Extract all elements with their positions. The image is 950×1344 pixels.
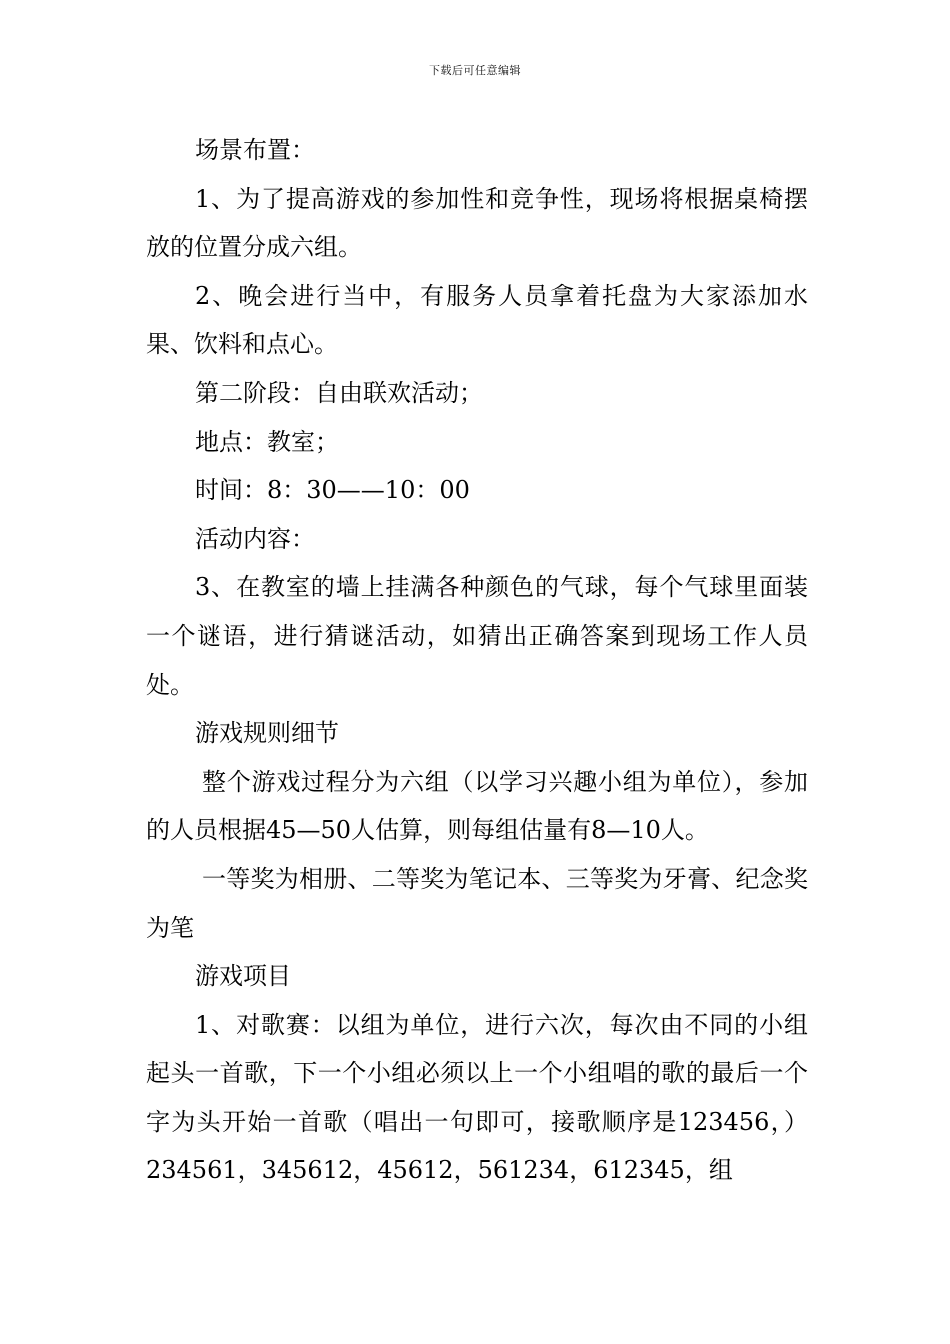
paragraph-stage-two: 第二阶段：自由联欢活动； bbox=[195, 378, 483, 407]
paragraph-rules-groups: 整个游戏过程分为六组（以学习兴趣小组为单位），参加的人员根据45—50人估算，则每组估量有8—10人。 bbox=[146, 767, 808, 845]
paragraph-games-heading: 游戏项目 bbox=[195, 962, 291, 991]
paragraph-scene-item-1: 1、为了提高游戏的参加性和竞争性，现场将根据桌椅摆放的位置分成六组。 bbox=[146, 184, 808, 262]
paragraph-rules-heading: 游戏规则细节 bbox=[195, 719, 339, 748]
paragraph-activity-heading: 活动内容： bbox=[195, 524, 315, 553]
paragraph-time: 时间：8：30——10：00 bbox=[195, 476, 470, 505]
paragraph-location: 地点：教室； bbox=[195, 427, 339, 456]
paragraph-rules-prizes: 一等奖为相册、二等奖为笔记本、三等奖为牙膏、纪念奖为笔 bbox=[146, 864, 808, 942]
paragraph-scene-setup-heading: 场景布置： bbox=[195, 136, 315, 164]
paragraph-game-song-contest: 1、对歌赛：以组为单位，进行六次，每次由不同的小组起头一首歌，下一个小组必须以上一个小组唱的歌的最后一个字为头开始一首歌（唱出一句即可，接歌顺序是123456，）234561，345612，45612，561234，612345，组 bbox=[146, 1010, 808, 1185]
page-header: 下载后可任意编辑 bbox=[429, 64, 521, 77]
paragraph-activity-item-3: 3、在教室的墙上挂满各种颜色的气球，每个气球里面装一个谜语，进行猜谜活动，如猜出正确答案到现场工作人员处。 bbox=[146, 573, 808, 699]
document-body bbox=[146, 126, 808, 1195]
paragraph-scene-item-2: 2、晚会进行当中，有服务人员拿着托盘为大家添加水果、饮料和点心。 bbox=[146, 281, 808, 359]
